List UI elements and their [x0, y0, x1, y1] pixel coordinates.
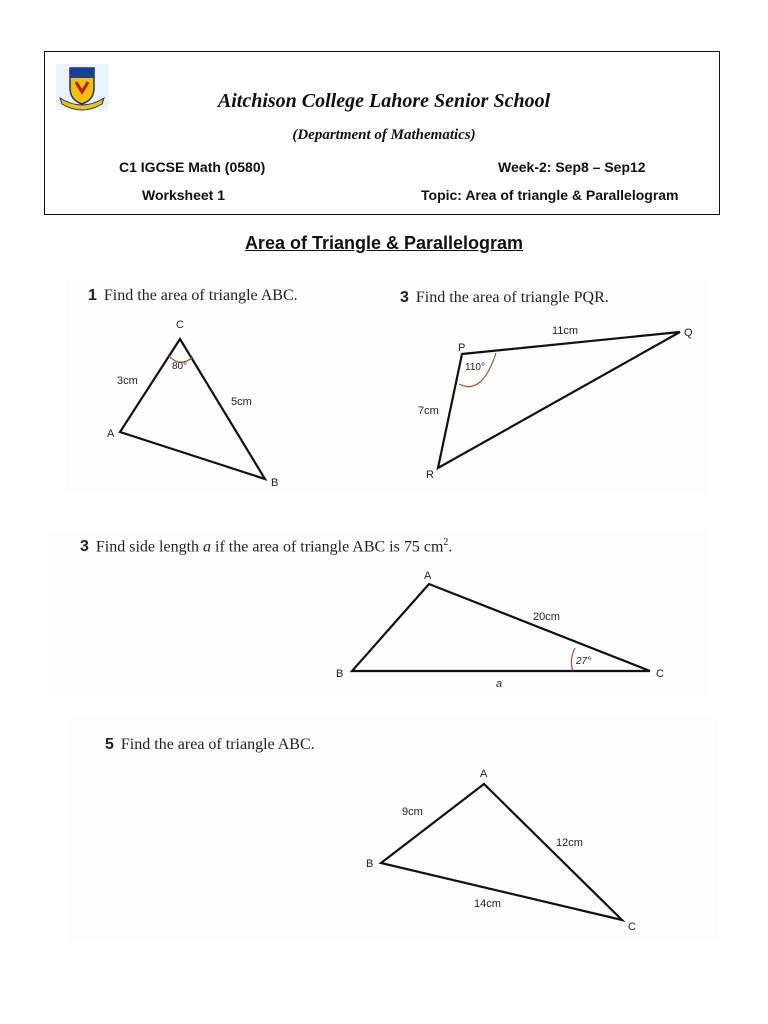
side-label: 11cm	[552, 325, 579, 337]
triangle-pqr-q2	[418, 325, 693, 481]
vertex-label: R	[426, 469, 434, 481]
vertex-label: C	[176, 319, 184, 331]
angle-label: 80°	[172, 361, 188, 372]
question-1-number: 1	[88, 287, 97, 304]
vertex-label: B	[336, 668, 344, 680]
side-label: 3cm	[117, 375, 138, 387]
side-label: a	[496, 678, 503, 690]
course-code: C1 IGCSE Math (0580)	[119, 159, 266, 175]
worksheet-title: Area of Triangle & Parallelogram	[244, 233, 524, 253]
worksheet-label: Worksheet 1	[142, 187, 225, 203]
triangle-abc-q5	[366, 768, 636, 933]
angle-arc	[571, 648, 575, 671]
angle-label: 110°	[465, 362, 485, 373]
topic-label: Topic: Area of triangle & Parallelogram	[421, 187, 679, 203]
question-2-number: 3	[400, 289, 409, 306]
week-range: Week-2: Sep8 – Sep12	[498, 159, 646, 175]
side-label: 12cm	[556, 837, 583, 849]
vertex-label: P	[458, 342, 466, 354]
side-label: 20cm	[533, 611, 560, 623]
side-label: 7cm	[418, 405, 439, 417]
triangle-abc-q1	[107, 319, 278, 489]
department-name: (Department of Mathematics)	[292, 127, 476, 143]
question-3-number: 3	[80, 538, 89, 556]
side-label: 5cm	[231, 396, 252, 408]
vertex-label: A	[480, 768, 488, 780]
question-2-text: 3 Find the area of triangle PQR.	[400, 289, 609, 306]
side-label: 9cm	[402, 806, 423, 818]
vertex-label: C	[656, 668, 664, 680]
question-4-text: 5 Find the area of triangle ABC.	[105, 736, 315, 753]
question-4-number: 5	[105, 736, 114, 753]
vertex-label: B	[271, 477, 279, 489]
question-1-text: 1 Find the area of triangle ABC.	[88, 287, 298, 304]
school-name: Aitchison College Lahore Senior School	[217, 90, 551, 112]
vertex-label: C	[628, 921, 636, 933]
angle-label: 27°	[576, 656, 592, 667]
side-label: 14cm	[474, 898, 501, 910]
vertex-label: A	[424, 570, 432, 582]
question-3-text: 3 Find side length a if the area of triangle ABC is 75 $cm^2$.	[80, 537, 453, 556]
vertex-label: A	[107, 428, 115, 440]
triangle-abc-q3	[336, 570, 664, 690]
vertex-label: B	[366, 858, 374, 870]
vertex-label: Q	[684, 327, 693, 339]
